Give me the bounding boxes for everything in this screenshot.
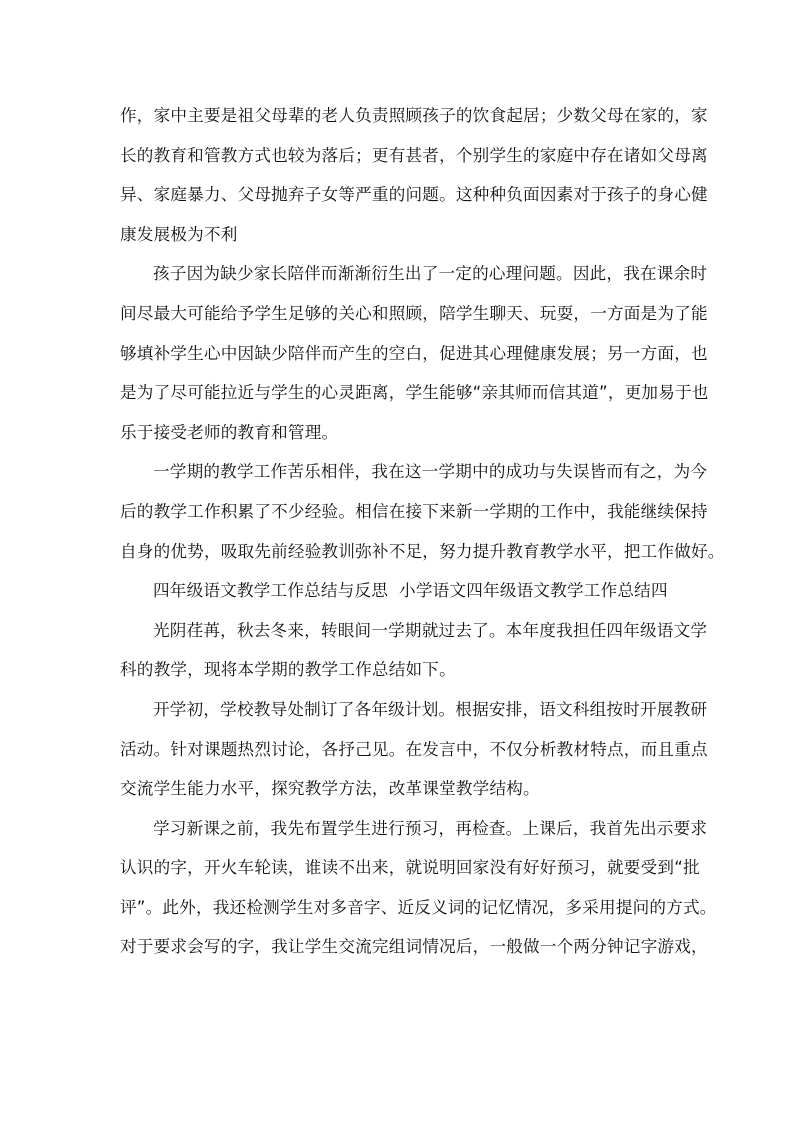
text-line: 认识的字，开火车轮读，谁读不出来，就说明回家没有好好预习，就要受到“批: [120, 858, 700, 878]
text-line: 孩子因为缺少家长陪伴而渐渐衍生出了一定的心理问题。因此，我在课余时: [153, 264, 708, 284]
text-line: 交流学生能力水平，探究教学方法，改革课堂教学结构。: [120, 779, 540, 799]
text-line: 间尽最大可能给予学生足够的关心和照顾，陪学生聊天、玩耍，一方面是为了能: [120, 303, 708, 323]
section-heading: [120, 571, 676, 611]
paragraph-2: [120, 254, 709, 452]
text-line: 科的教学，现将本学期的教学工作总结如下。: [120, 660, 456, 680]
text-line: 异、家庭暴力、父母抛弃子女等严重的问题。这种种负面因素对于孩子的身心健: [120, 185, 708, 205]
text-line: 康发展极为不利: [120, 224, 238, 244]
heading-line: 四年级语文教学工作总结与反思 小学语文四年级语文教学工作总结四: [153, 581, 668, 601]
text-line: 活动。针对课题热烈讨论，各抒己见。在发言中，不仅分析教材特点，而且重点: [120, 739, 708, 759]
text-line: 是为了尽可能拉近与学生的心灵距离，学生能够“亲其师而信其道”，更加易于也: [120, 383, 709, 403]
paragraph-1: [120, 96, 708, 254]
text-line: 后的教学工作积累了不少经验。相信在接下来新一学期的工作中，我能继续保持: [120, 501, 708, 521]
document-page: [120, 96, 725, 967]
paragraph-5: [120, 690, 708, 809]
text-line: 作，家中主要是祖父母辈的老人负责照顾孩子的饮食起居；少数父母在家的，家: [120, 106, 708, 125]
text-line: 评”。此外，我还检测学生对多音字、近反义词的记忆情况，多采用提问的方式。: [120, 897, 717, 917]
text-line: 一学期的教学工作苦乐相伴，我在这一学期中的成功与失误皆而有之，为今: [153, 462, 708, 482]
text-line: 对于要求会写的字，我让学生交流完组词情况后，一般做一个两分钟记字游戏，: [120, 937, 708, 957]
text-line: 学习新课之前，我先布置学生进行预习，再检查。上课后，我首先出示要求: [153, 818, 708, 838]
text-line: 长的教育和管教方式也较为落后；更有甚者，个别学生的家庭中存在诸如父母离: [120, 145, 708, 165]
paragraph-6: [120, 809, 717, 967]
text-line: 乐于接受老师的教育和管理。: [120, 422, 339, 442]
paragraph-3: [120, 452, 725, 571]
text-line: 光阴荏苒，秋去冬来，转眼间一学期就过去了。本年度我担任四年级语文学: [153, 620, 708, 640]
paragraph-4: [120, 611, 708, 690]
text-line: 开学初，学校教导处制订了各年级计划。根据安排，语文科组按时开展教研: [153, 699, 708, 719]
text-line: 自身的优势，吸取先前经验教训弥补不足，努力提升教育教学水平，把工作做好。: [120, 541, 725, 561]
text-line: 够填补学生心中因缺少陪伴而产生的空白，促进其心理健康发展；另一方面，也: [120, 343, 708, 363]
